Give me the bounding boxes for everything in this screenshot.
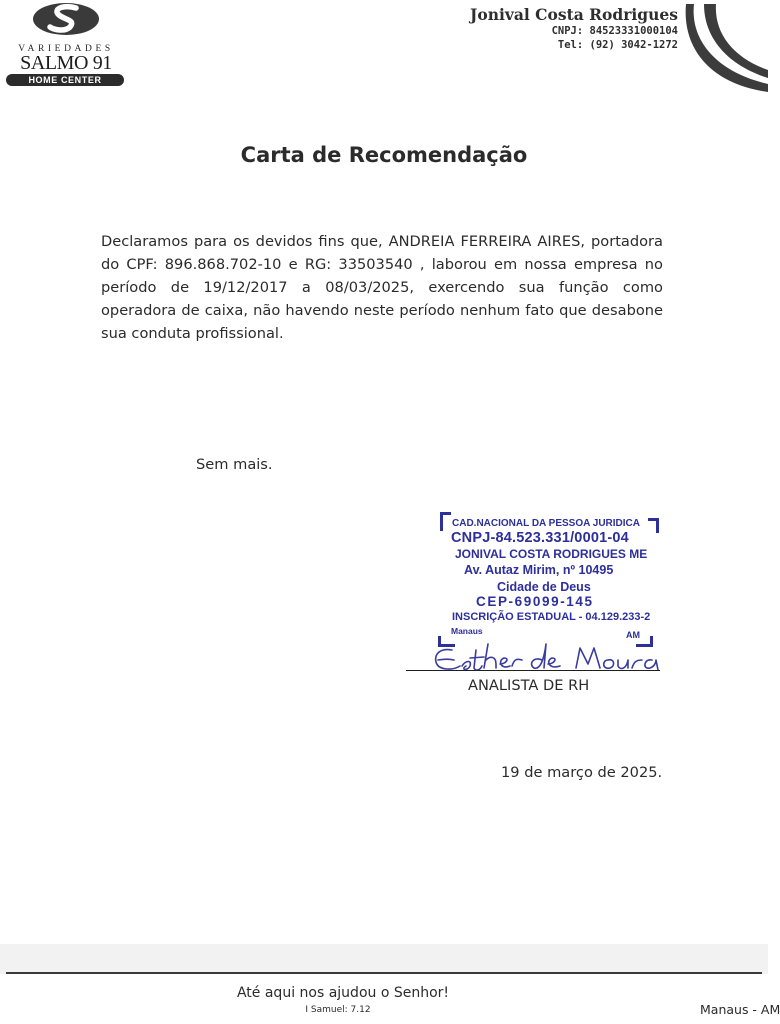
footer-divider (6, 972, 762, 974)
letter-title: Carta de Recomendação (240, 143, 528, 167)
footer-reference: I Samuel: 7.12 (305, 1005, 371, 1015)
stamp-corner-top-left (440, 512, 451, 531)
signatory-role: ANALISTA DE RH (468, 677, 590, 694)
stamp-line-3: JONIVAL COSTA RODRIGUES ME (455, 547, 648, 561)
handwritten-signature (430, 638, 666, 678)
logo-superscript: VARIEDADES (18, 44, 114, 54)
company-logo (4, 2, 128, 86)
stamp-line-5: Cidade de Deus (497, 580, 591, 594)
footer-location: Manaus - AM (700, 1002, 780, 1017)
stamp-state: AM (626, 630, 640, 640)
header-arc-decoration (686, 0, 768, 92)
logo-tagline: HOME CENTER (6, 74, 124, 86)
stamp-line-6: CEP-69099-145 (476, 594, 594, 609)
company-cnpj: CNPJ: 84523331000104 (551, 25, 678, 37)
stamp-line-7: INSCRIÇÃO ESTADUAL - 04.129.233-2 (452, 611, 651, 623)
logo-emblem-icon (32, 2, 100, 36)
letter-date: 19 de março de 2025. (501, 764, 663, 781)
letter-body: Declaramos para os devidos fins que, ANDREIA FERREIRA AIRES, portadora do CPF: 896.868.702-10 e RG: 33503540 , laborou em nossa empresa no período de 19/12/2017 a 08/03/2025, exercendo sua função como operadora de caixa, não havendo neste período nenhum fato que desabone sua conduta profissional. (101, 233, 663, 342)
stamp-line-4: Av. Autaz Mirim, nº 10495 (464, 563, 614, 577)
footer-motto: Até aqui nos ajudou o Senhor! (236, 985, 450, 1001)
stamp-corner-top-right (648, 518, 659, 533)
company-phone: Tel: (92) 3042-1272 (557, 39, 678, 51)
stamp-city: Manaus (451, 626, 483, 636)
logo-main-text: SALMO 91 (20, 52, 112, 74)
company-name: Jonival Costa Rodrigues (470, 5, 678, 24)
stamp-line-2: CNPJ-84.523.331/0001-04 (451, 530, 629, 546)
footer-band (0, 944, 768, 974)
letter-closing: Sem mais. (196, 456, 273, 473)
signature-line (406, 670, 660, 671)
stamp-line-1: CAD.NACIONAL DA PESSOA JURIDICA (452, 518, 640, 529)
